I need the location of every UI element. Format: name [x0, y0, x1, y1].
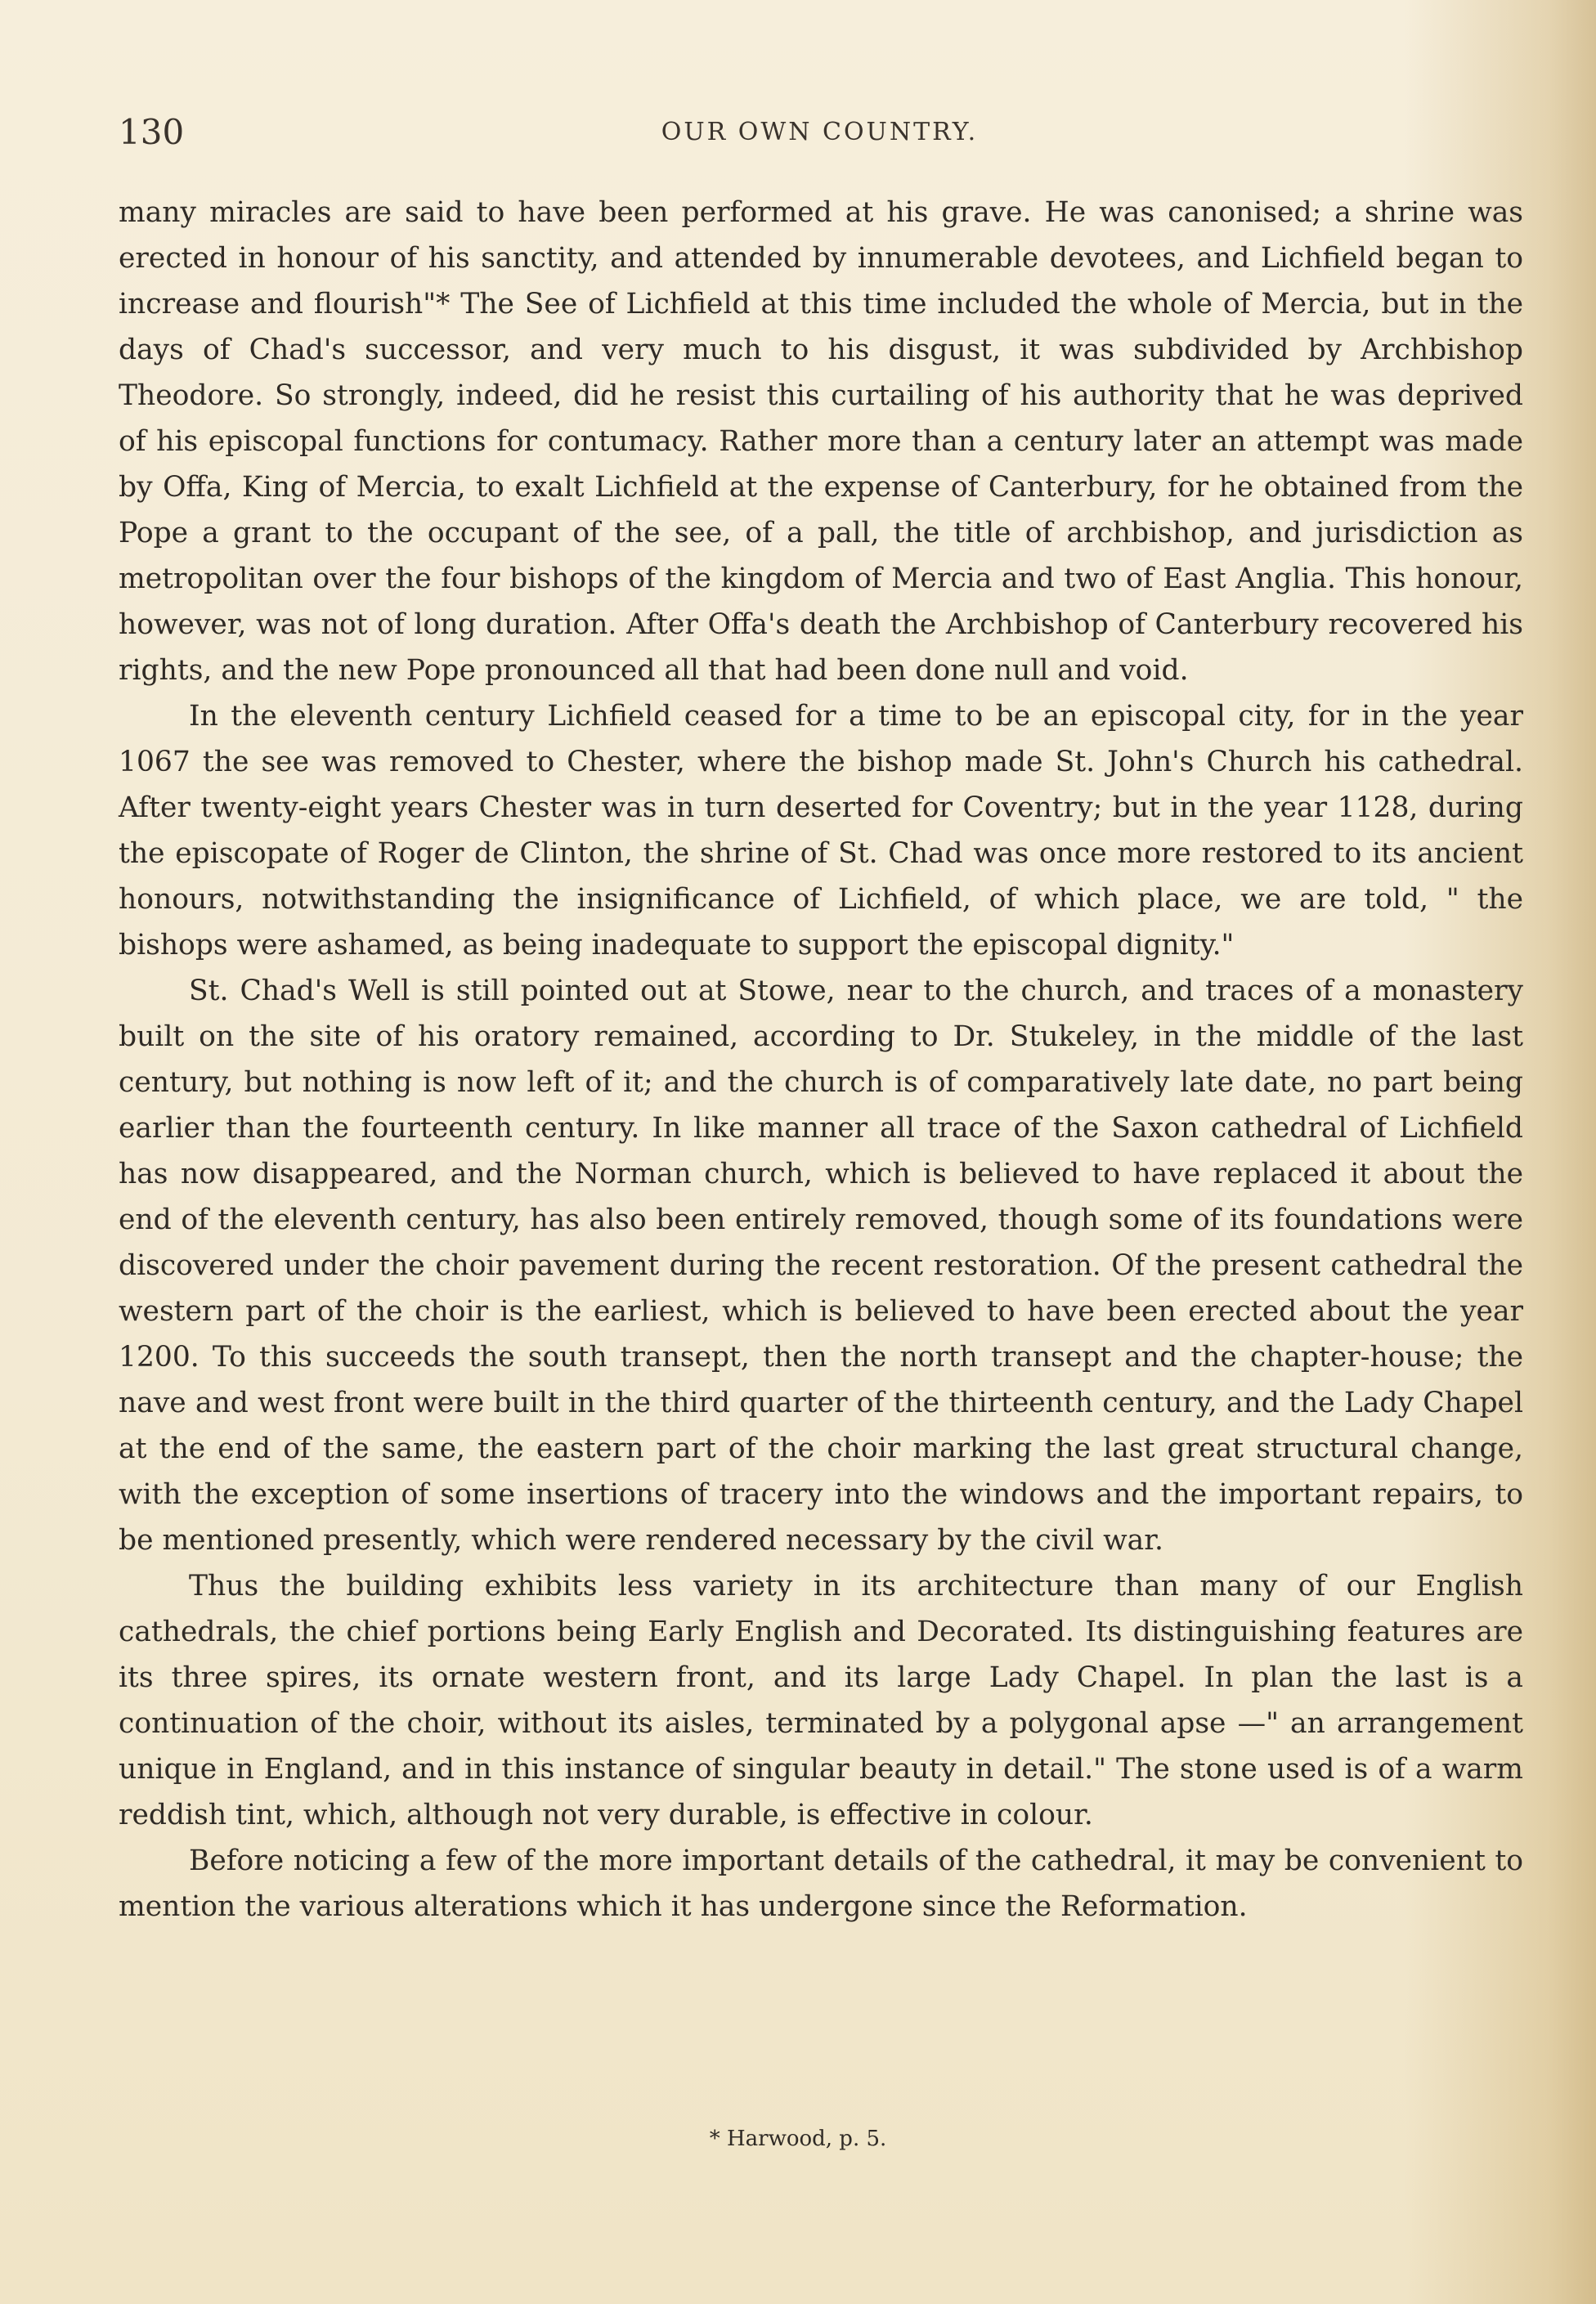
paragraph-4: Thus the building exhibits less variety in its architecture than many of our English cathedrals, the chief portions being Early English and Decorated. Its distinguishing features are its three spires, its ornate western front, and its large Lady Chapel. In plan the last is a continuation of the choir, without its aisles, terminated by a polygonal apse —" an arrangement unique in England, and in this instance of singular beauty in detail." The stone used is of a warm reddish tint, which, although not very durable, is effective in colour. — [119, 1570, 1523, 1831]
page-header — [119, 108, 1521, 157]
footnote: * Harwood, p. 5. — [709, 2127, 887, 2151]
body-text — [119, 190, 1523, 1930]
page-number: 130 — [119, 112, 185, 152]
paragraph-5: Before noticing a few of the more important details of the cathedral, it may be convenient to mention the various alterations which it has undergone since the Reformation. — [119, 1845, 1523, 1923]
paragraph-3: St. Chad's Well is still pointed out at Stowe, near to the church, and traces of a monastery built on the site of his oratory remained, according to Dr. Stukeley, in the middle of the last century, but nothing is now left of it; and the church is of comparatively late date, no part being earlier than the fourteenth century. In like manner all trace of the Saxon cathedral of Lichfield has now disappeared, and the Norman church, which is believed to have replaced it about the end of the eleventh century, has also been entirely removed, though some of its foundations were discovered under the choir pavement during the recent restoration. Of the present cathedral the western part of the choir is the earliest, which is believed to have been erected about the year 1200. To this succeeds the south transept, then the north transept and the chapter-house; the nave and west front were built in the third quarter of the thirteenth century, and the Lady Chapel at the end of the same, the eastern part of the choir marking the last great structural change, with the exception of some insertions of tracery into the windows and the important repairs, to be mentioned presently, which were rendered necessary by the civil war. — [119, 975, 1523, 1557]
running-title: OUR OWN COUNTRY. — [661, 118, 979, 146]
paragraph-2: In the eleventh century Lichfield ceased for a time to be an episcopal city, for in the year 1067 the see was removed to Chester, where the bishop made St. John's Church his cathedral. After twenty-eight years Chester was in turn deserted for Coventry; but in the year 1128, during the episcopate of Roger de Clinton, the shrine of St. Chad was once more restored to its ancient honours, notwithstanding the insignificance of Lichfield, of which place, we are told, " the bishops were ashamed, as being inadequate to support the episcopal dignity." — [119, 700, 1523, 961]
paragraph-1: many miracles are said to have been performed at his grave. He was canonised; a shrine was erected in honour of his sanctity, and attended by innumerable devotees, and Lichfield began to increase and flourish"* The See of Lichfield at this time included the whole of Mercia, but in the days of Chad's successor, and very much to his disgust, it was subdivided by Archbishop Theodore. So strongly, indeed, did he resist this curtailing of his authority that he was deprived of his episcopal functions for contumacy. Rather more than a century later an attempt was made by Offa, King of Mercia, to exalt Lichfield at the expense of Canterbury, for he obtained from the Pope a grant to the occupant of the see, of a pall, the title of archbishop, and jurisdiction as metropolitan over the four bishops of the kingdom of Mercia and two of East Anglia. This honour, however, was not of long duration. After Offa's death the Archbishop of Canterbury recovered his rights, and the new Pope pronounced all that had been done null and void. — [119, 196, 1523, 687]
